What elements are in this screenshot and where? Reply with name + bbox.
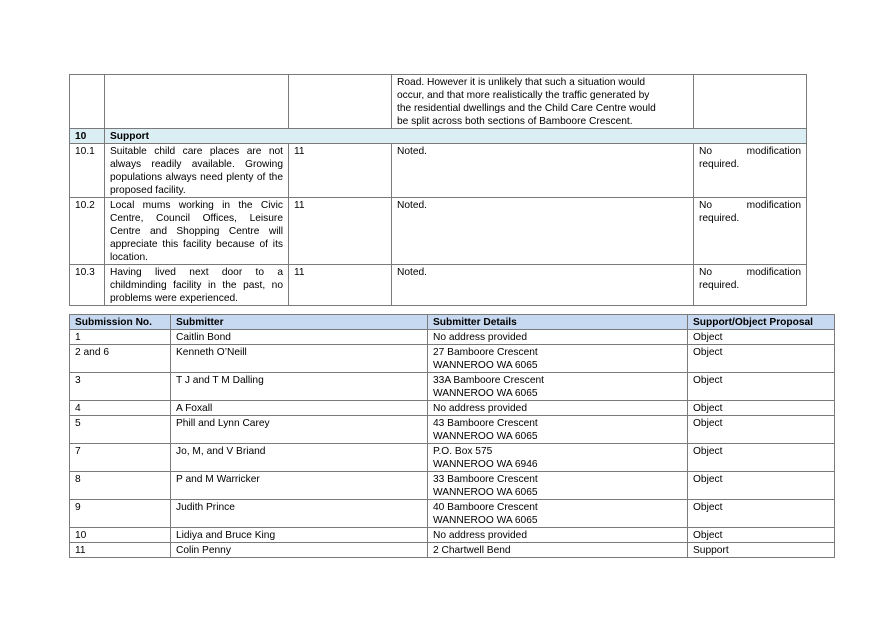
- details-line: No address provided: [433, 530, 528, 541]
- details-line: 40 Bamboore Crescent: [433, 502, 538, 513]
- submission-no: 9: [70, 500, 171, 528]
- table-row: [70, 500, 835, 528]
- position: Object: [688, 345, 835, 373]
- submitter-details: [428, 401, 688, 416]
- submitter-name: Phill and Lynn Carey: [171, 416, 428, 444]
- submitter-name: Caitlin Bond: [171, 330, 428, 345]
- details-line: 33A Bamboore Crescent: [433, 375, 544, 386]
- column-header: Submitter: [171, 315, 428, 330]
- submitter-name: P and M Warricker: [171, 472, 428, 500]
- support-comments-table: [69, 74, 807, 306]
- recommendation-line: required.: [699, 213, 740, 224]
- table-row: [70, 198, 807, 265]
- position: Object: [688, 528, 835, 543]
- submitter-details: [428, 416, 688, 444]
- row-recommendation: [694, 198, 807, 265]
- table-row: [70, 543, 835, 558]
- continued-row: [70, 75, 807, 129]
- row-id: 10.1: [70, 144, 105, 198]
- details-line: 27 Bamboore Crescent: [433, 347, 538, 358]
- recommendation-line: [699, 266, 801, 279]
- table-row: [70, 330, 835, 345]
- row-id: 10.3: [70, 265, 105, 306]
- details-line: 43 Bamboore Crescent: [433, 418, 538, 429]
- submitter-name: Lidiya and Bruce King: [171, 528, 428, 543]
- details-line: No address provided: [433, 332, 528, 343]
- row-id: 10.2: [70, 198, 105, 265]
- details-line: P.O. Box 575: [433, 446, 493, 457]
- submission-no: 8: [70, 472, 171, 500]
- submitters-table: [69, 314, 835, 558]
- row-comment: Suitable child care places are not always readily available. Growing populations always need plenty of the proposed facility.: [105, 144, 289, 198]
- details-line: WANNEROO WA 6065: [433, 360, 538, 371]
- submitter-details: [428, 444, 688, 472]
- row-submitters: 11: [289, 265, 392, 306]
- position: Object: [688, 444, 835, 472]
- position: Object: [688, 416, 835, 444]
- submitter-name: A Foxall: [171, 401, 428, 416]
- submitter-details: [428, 345, 688, 373]
- response-line: be split across both sections of Bamboore Crescent.: [397, 116, 633, 127]
- position: Object: [688, 472, 835, 500]
- continued-response: [392, 75, 694, 129]
- row-recommendation: [694, 144, 807, 198]
- submitter-name: Judith Prince: [171, 500, 428, 528]
- submitter-details: [428, 500, 688, 528]
- submission-no: 5: [70, 416, 171, 444]
- details-line: No address provided: [433, 403, 528, 414]
- details-line: WANNEROO WA 6065: [433, 487, 538, 498]
- section-header-row: [70, 129, 807, 144]
- recommendation-word: No: [699, 146, 713, 157]
- row-recommendation: [694, 265, 807, 306]
- submission-no: 10: [70, 528, 171, 543]
- row-comment: Local mums working in the Civic Centre, Council Offices, Leisure Centre and Shopping Centre will appreciate this facility because of its location.: [105, 198, 289, 265]
- response-line: occur, and that more realistically the traffic generated by: [397, 90, 650, 101]
- row-response: Noted.: [392, 265, 694, 306]
- table-row: [70, 444, 835, 472]
- submitter-details: [428, 528, 688, 543]
- submission-no: 3: [70, 373, 171, 401]
- row-response: Noted.: [392, 198, 694, 265]
- cell-blank: [105, 75, 289, 129]
- submission-no: 4: [70, 401, 171, 416]
- column-header: Submission No.: [70, 315, 171, 330]
- section-number: 10: [70, 129, 105, 144]
- cell-blank: [289, 75, 392, 129]
- row-comment: Having lived next door to a childminding facility in the past, no problems were experienced.: [105, 265, 289, 306]
- submitter-name: T J and T M Dalling: [171, 373, 428, 401]
- details-line: 33 Bamboore Crescent: [433, 474, 538, 485]
- details-line: WANNEROO WA 6065: [433, 388, 538, 399]
- position: Object: [688, 330, 835, 345]
- recommendation-word: modification: [746, 267, 801, 278]
- table-row: [70, 373, 835, 401]
- column-header: Support/Object Proposal: [688, 315, 835, 330]
- recommendation-line: [699, 145, 801, 158]
- recommendation-line: required.: [699, 280, 740, 291]
- table-row: [70, 401, 835, 416]
- table-row: [70, 416, 835, 444]
- submitter-name: Jo, M, and V Briand: [171, 444, 428, 472]
- cell-blank: [70, 75, 105, 129]
- recommendation-word: modification: [746, 146, 801, 157]
- submitter-name: Colin Penny: [171, 543, 428, 558]
- row-submitters: 11: [289, 198, 392, 265]
- details-line: WANNEROO WA 6946: [433, 459, 538, 470]
- recommendation-word: No: [699, 200, 713, 211]
- position: Object: [688, 373, 835, 401]
- details-line: 2 Chartwell Bend: [433, 545, 511, 556]
- recommendation-line: [699, 199, 801, 212]
- submission-no: 7: [70, 444, 171, 472]
- submitter-details: [428, 330, 688, 345]
- row-submitters: 11: [289, 144, 392, 198]
- submission-no: 2 and 6: [70, 345, 171, 373]
- submitter-details: [428, 543, 688, 558]
- section-title: Support: [105, 129, 807, 144]
- recommendation-word: modification: [746, 200, 801, 211]
- recommendation-line: required.: [699, 159, 740, 170]
- submission-no: 11: [70, 543, 171, 558]
- table-row: [70, 345, 835, 373]
- recommendation-word: No: [699, 267, 713, 278]
- table-row: [70, 472, 835, 500]
- response-line: Road. However it is unlikely that such a situation would: [397, 77, 646, 88]
- table-header-row: [70, 315, 835, 330]
- submitter-details: [428, 472, 688, 500]
- details-line: WANNEROO WA 6065: [433, 515, 538, 526]
- table-row: [70, 528, 835, 543]
- response-line: the residential dwellings and the Child Care Centre would: [397, 103, 656, 114]
- row-response: Noted.: [392, 144, 694, 198]
- submission-no: 1: [70, 330, 171, 345]
- position: Support: [688, 543, 835, 558]
- submitter-details: [428, 373, 688, 401]
- submitter-name: Kenneth O’Neill: [171, 345, 428, 373]
- details-line: WANNEROO WA 6065: [433, 431, 538, 442]
- position: Object: [688, 401, 835, 416]
- column-header: Submitter Details: [428, 315, 688, 330]
- cell-blank: [694, 75, 807, 129]
- table-row: [70, 144, 807, 198]
- position: Object: [688, 500, 835, 528]
- table-row: [70, 265, 807, 306]
